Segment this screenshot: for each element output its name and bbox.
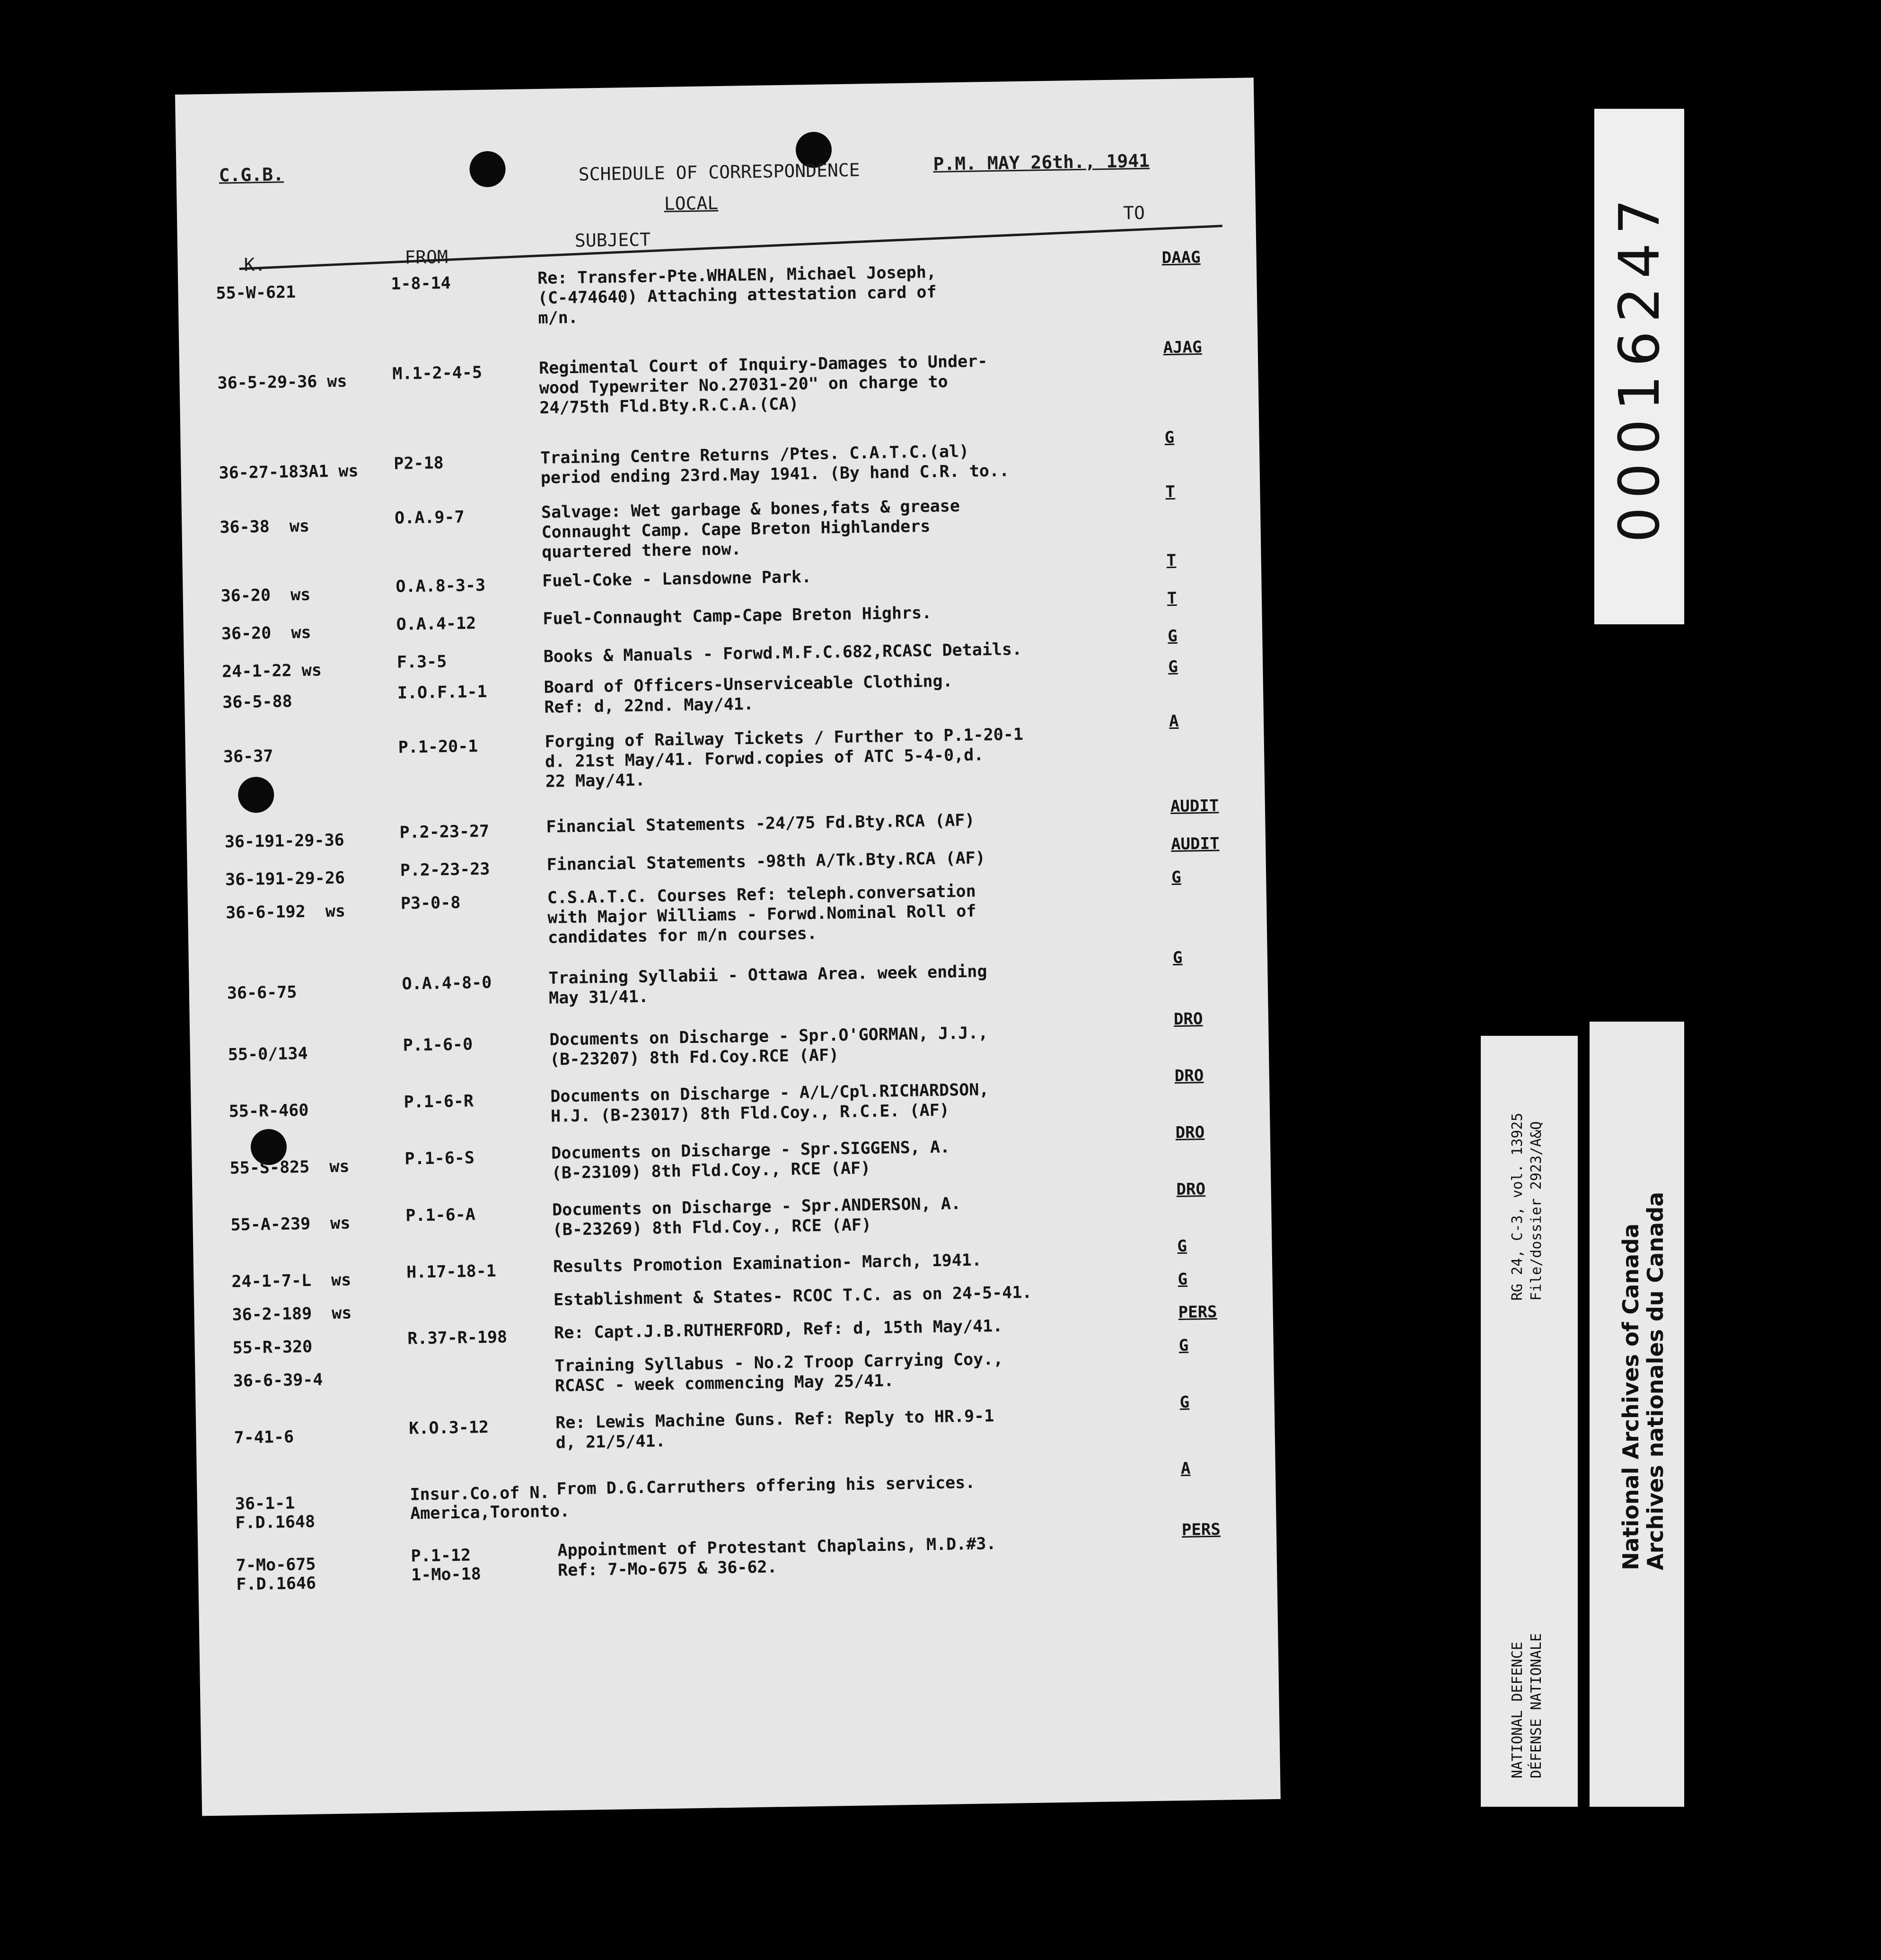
entry-from: P.1-6-A: [405, 1205, 476, 1225]
entry-ref: 24-1-22 ws: [221, 661, 322, 682]
entry-row: [183, 588, 1262, 644]
entry-ref: 36-20 ws: [221, 623, 311, 644]
entry-to: G: [1177, 1236, 1187, 1256]
entry-subject: Fuel-Connaught Camp-Cape Breton Highrs.: [543, 604, 932, 629]
entry-to: AUDIT: [1170, 796, 1219, 816]
entry-subject: Documents on Discharge - Spr.ANDERSON, A. (B-23269) 8th Fld.Coy., RCE (AF): [552, 1194, 961, 1240]
entry-subject: C.S.A.T.C. Courses Ref: teleph.conversation with Major Williams - Forwd.Nominal Roll of candidates for m/n courses.: [547, 882, 976, 947]
file-code: C.G.B.: [219, 164, 284, 186]
archives-name-fr: Archives nationales du Canada: [1643, 1191, 1668, 1570]
entry-row: [193, 1236, 1272, 1292]
entry-to: G: [1179, 1392, 1190, 1412]
archive-reference-card: [1481, 1036, 1578, 1807]
entry-row: [192, 1123, 1270, 1183]
entry-from: O.A.9-7: [394, 508, 465, 528]
entry-to: AJAG: [1163, 337, 1202, 358]
entry-ref: 55-R-320: [232, 1337, 313, 1358]
entry-subject: Re: Capt.J.B.RUTHERFORD, Ref: d, 15th May/41.: [554, 1316, 1003, 1343]
entry-to: G: [1178, 1269, 1188, 1289]
entry-from: H.17-18-1: [406, 1261, 497, 1282]
schedule-title: SCHEDULE OF CORRESPONDENCE: [578, 159, 860, 185]
entry-from: P.1-12 1-Mo-18: [411, 1546, 482, 1585]
entry-from: P.1-6-S: [404, 1148, 475, 1169]
entry-ref: 36-2-189 ws: [232, 1304, 352, 1325]
entry-to: G: [1171, 867, 1182, 887]
entry-from: P3-0-8: [400, 893, 461, 913]
national-archives-label: [1590, 1022, 1684, 1807]
punch-hole: [238, 777, 274, 813]
entry-subject: Fuel-Coke - Lansdowne Park.: [542, 567, 812, 591]
entry-subject: Financial Statements -24/75 Fd.Bty.RCA (AF): [546, 811, 975, 837]
category-label: LOCAL: [664, 192, 719, 214]
entry-from: Insur.Co.of N. America,Toronto.: [410, 1483, 570, 1523]
entry-ref: 7-41-6: [234, 1427, 294, 1448]
entry-subject: Appointment of Protestant Chaplains, M.D.#3. Ref: 7-Mo-675 & 36-62.: [557, 1534, 996, 1580]
entry-ref: 36-27-183A1 ws: [219, 462, 359, 483]
column-header-from: FROM: [404, 246, 448, 268]
entry-subject: Re: Lewis Machine Guns. Ref: Reply to HR.9-1 d, 21/5/41.: [555, 1407, 994, 1452]
entry-ref: 36-37: [223, 746, 273, 767]
entry-row: [186, 796, 1265, 852]
entry-from: R.37-R-198: [407, 1328, 508, 1348]
entry-ref: 55-R-460: [229, 1101, 309, 1121]
entry-to: T: [1167, 588, 1177, 608]
entry-from: P.1-20-1: [398, 737, 478, 757]
column-header-to: TO: [1123, 202, 1145, 224]
entry-ref: 36-5-88: [222, 692, 293, 712]
entry-to: DRO: [1174, 1066, 1204, 1086]
entry-to: AUDIT: [1170, 834, 1220, 854]
entry-to: G: [1167, 626, 1178, 646]
entry-ref: 36-1-1 F.D.1648: [235, 1494, 316, 1533]
punch-hole: [469, 151, 506, 187]
archive-ref-line1: RG 24, C-3, vol. 13925: [1509, 1112, 1526, 1301]
entry-to: G: [1164, 428, 1175, 447]
entry-to: PERS: [1178, 1302, 1217, 1322]
entry-to: G: [1172, 948, 1183, 968]
entry-to: DAAG: [1161, 247, 1201, 268]
entry-subject: Forging of Railway Tickets / Further to P.1-20-1 d. 21st May/41. Forwd.copies of ATC 5-4-0,d. 22 May/41.: [545, 725, 1024, 791]
entry-ref: 55-0/134: [228, 1044, 308, 1065]
entry-subject: Books & Manuals - Forwd.M.F.C.682,RCASC Details.: [543, 640, 1022, 666]
entry-from: M.1-2-4-5: [392, 363, 483, 384]
entry-ref: 24-1-7-L ws: [231, 1270, 352, 1292]
entry-row: [191, 1066, 1269, 1126]
entry-subject: Documents on Discharge - Spr.O'GORMAN, J.J., (B-23207) 8th Fd.Coy.RCE (AF): [549, 1024, 988, 1069]
entry-row: [183, 551, 1261, 606]
entry-row: [181, 428, 1259, 488]
entry-from: P.2-23-23: [400, 859, 490, 880]
entry-ref: 7-Mo-675 F.D.1646: [236, 1555, 316, 1594]
entry-subject: Financial Statements -98th A/Tk.Bty.RCA (AF): [546, 849, 986, 875]
archive-ref-line2: File/dossier 2923/A&Q: [1528, 1121, 1545, 1301]
column-header-ref: K.: [244, 254, 266, 275]
entry-subject: Training Centre Returns /Ptes. C.A.T.C.(al) period ending 23rd.May 1941. (By hand C.R. to..: [540, 442, 1010, 488]
entry-from: O.A.4-12: [396, 614, 476, 634]
entry-to: PERS: [1181, 1520, 1221, 1540]
entry-to: G: [1178, 1336, 1189, 1355]
entry-row: [194, 1302, 1273, 1358]
entry-ref: 55-A-239 ws: [230, 1214, 351, 1235]
entry-row: [196, 1392, 1275, 1452]
schedule-date: P.M. MAY 26th., 1941: [933, 150, 1150, 175]
entry-subject: From D.G.Carruthers offering his services.: [556, 1473, 976, 1499]
entry-ref: 55-W-621: [216, 283, 296, 303]
entry-subject: Documents on Discharge - Spr.SIGGENS, A. (B-23109) 8th Fld.Coy., RCE (AF): [551, 1138, 950, 1183]
entry-ref: 36-6-39-4: [233, 1370, 323, 1391]
entry-from: O.A.8-3-3: [396, 576, 486, 596]
entry-to: T: [1165, 482, 1176, 502]
entry-ref: 36-191-29-26: [225, 868, 345, 890]
entry-ref: 36-20 ws: [220, 585, 311, 606]
entry-to: DRO: [1176, 1180, 1206, 1199]
frame-number: 00016247: [1607, 190, 1672, 543]
entry-subject: Results Promotion Examination- March, 1941.: [553, 1251, 982, 1277]
entry-from: I.O.F.1-1: [397, 682, 487, 703]
entry-subject: Documents on Discharge - A/L/Cpl.RICHARDSON, H.J. (B-23017) 8th Fld.Coy., R.C.E. (AF): [550, 1080, 989, 1126]
frame-number-strip: [1594, 109, 1684, 624]
entry-from: O.A.4-8-0: [402, 973, 492, 994]
entry-subject: Board of Officers-Unserviceable Clothing. Ref: d, 22nd. May/41.: [544, 672, 953, 717]
entry-row: [198, 1520, 1276, 1594]
entry-row: [178, 247, 1257, 328]
entry-ref: 55-S-825 ws: [229, 1157, 350, 1178]
entry-to: T: [1166, 551, 1177, 570]
entry-to: DRO: [1175, 1123, 1205, 1143]
entry-ref: 36-6-75: [227, 983, 297, 1003]
archives-name-en: National Archives of Canada: [1618, 1223, 1644, 1570]
entry-from: K.O.3-12: [409, 1418, 489, 1438]
entry-row: [185, 711, 1264, 791]
entry-row: [182, 482, 1260, 562]
entry-row: [179, 337, 1258, 418]
entry-ref: 36-5-29-36 ws: [217, 372, 347, 393]
entry-subject: Salvage: Wet garbage & bones,fats & grease Connaught Camp. Cape Breton Highlanders quartered there now.: [541, 497, 960, 562]
entry-from: P.1-6-R: [404, 1092, 474, 1112]
department-en: NATIONAL DEFENCE: [1509, 1642, 1526, 1778]
entry-from: 1-8-14: [391, 273, 451, 294]
entry-from: F.3-5: [396, 652, 447, 672]
entry-subject: Regimental Court of Inquiry-Damages to Under- wood Typewriter No.27031-20" on charge to 24/75th Fld.Bty.R.C.A.(CA): [538, 352, 988, 418]
entry-subject: Training Syllabus - No.2 Troop Carrying Coy., RCASC - week commencing May 25/41.: [554, 1349, 1003, 1396]
entry-from: P.1-6-0: [403, 1035, 473, 1055]
entry-subject: Establishment & States- RCOC T.C. as on 24-5-41.: [553, 1283, 1032, 1310]
entry-from: P2-18: [394, 454, 444, 473]
entry-subject: Re: Transfer-Pte.WHALEN, Michael Joseph, (C-474640) Attaching attestation card of m/n.: [537, 262, 937, 328]
entry-subject: Training Syllabii - Ottawa Area. week ending May 31/41.: [548, 962, 987, 1008]
entry-to: A: [1180, 1459, 1191, 1478]
entry-ref: 36-191-29-36: [224, 831, 344, 852]
department-fr: DÉFENSE NATIONALE: [1528, 1633, 1545, 1778]
entry-row: [190, 1009, 1268, 1069]
entry-ref: 36-38 ws: [220, 516, 310, 537]
entry-ref: 36-6-192 ws: [225, 901, 346, 923]
entry-to: DRO: [1173, 1009, 1203, 1029]
column-header-subject: SUBJECT: [574, 229, 651, 251]
entry-from: P.2-23-27: [399, 822, 490, 842]
entry-to: A: [1169, 711, 1179, 731]
entry-row: [189, 948, 1267, 1008]
entry-row: [193, 1180, 1271, 1240]
correspondence-schedule-sheet: [175, 78, 1281, 1816]
entry-to: G: [1168, 657, 1178, 677]
